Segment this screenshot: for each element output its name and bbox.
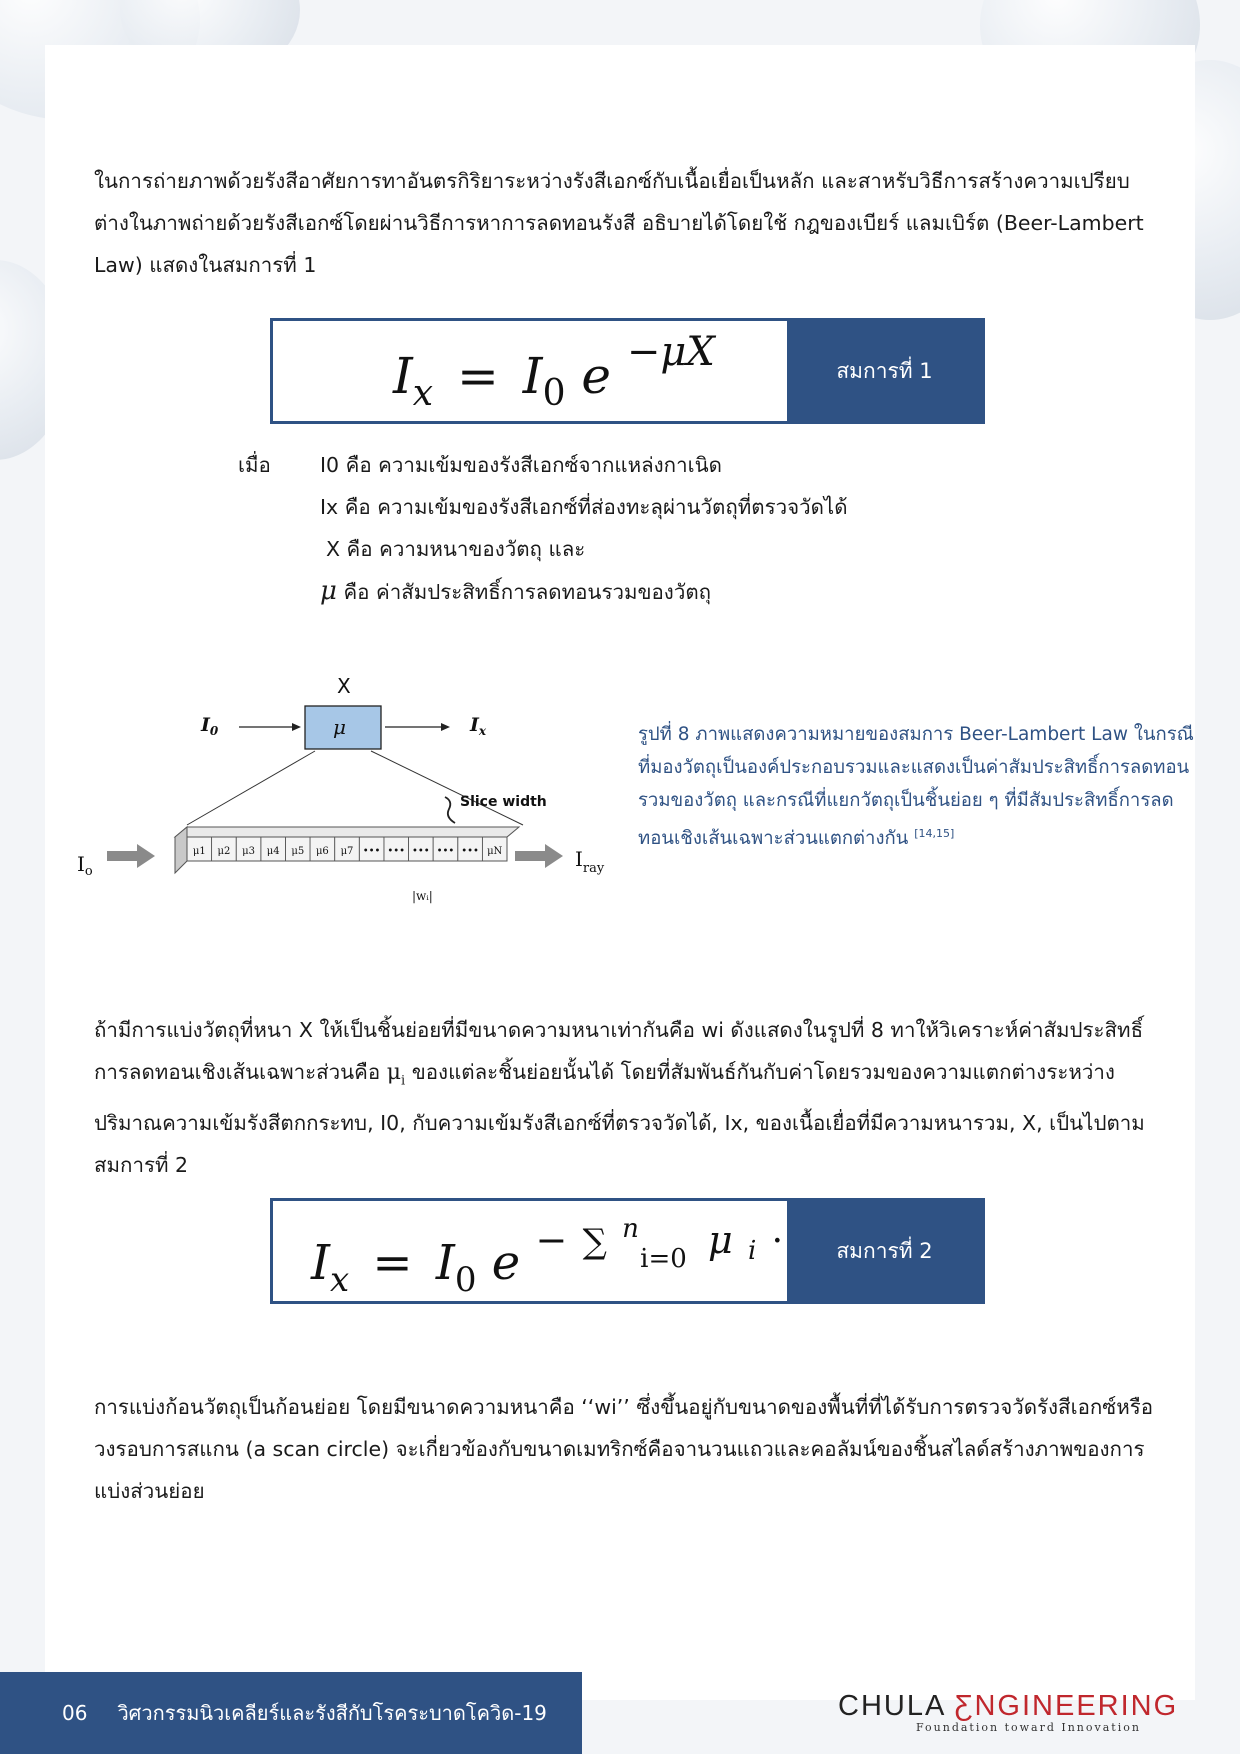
equation-2-label: สมการที่ 2 bbox=[787, 1201, 982, 1301]
paragraph-slices-part1: ถ้ามีการแบ่งวัตถุที่หนา X ให้เป็นชิ้นย่อยที่มีขนาดความหนาเท่ากันคือ wi ดังแสดงในรูปที่ 8 ทาให้วิเคราะห์ค่าสัมประสิทธิ์การลดทอนเชิงเส้นเฉพาะส่วนคือ bbox=[94, 1018, 1144, 1084]
definition-i0: I0 คือ ความเข้มของรังสีเอกซ์จากแหล่งกาเนิด bbox=[320, 453, 722, 477]
figure-bottom-iray-label: $I_{ray}$ bbox=[575, 847, 605, 876]
definition-ix: Ix คือ ความเข้มของรังสีเอกซ์ที่ส่องทะลุผ่านวัตถุที่ตรวจวัดได้ bbox=[320, 495, 848, 519]
slice-cell-label: μN bbox=[487, 846, 503, 857]
svg-text:Ix = I0 e: $I_x$ = $I_0$ e − ∑ $^n$ i=0 $^\mu$ i · bbox=[311, 1214, 784, 1300]
figure-slab-top-face bbox=[175, 827, 519, 837]
slice-cell-label: μ4 bbox=[266, 846, 280, 857]
figure-top-i0-label: $I_0$ bbox=[201, 714, 219, 738]
equation-2-box bbox=[270, 1198, 985, 1304]
slice-cell-label: ••• bbox=[461, 846, 479, 857]
figure-top-transmitted-arrowhead bbox=[441, 723, 450, 731]
chula-engineering-logo: CHULA ƸNGINEERING Foundation toward Innovation bbox=[838, 1690, 1179, 1734]
slice-cell-label: ••• bbox=[362, 846, 381, 857]
footer-bar bbox=[0, 1672, 582, 1754]
equation-2-formula bbox=[273, 1201, 793, 1301]
figure-slab-side-face bbox=[175, 827, 187, 873]
figure-8-caption bbox=[638, 718, 1198, 855]
footer-title: วิศวกรรมนิวเคลียร์และรังสีกับโรคระบาดโควิด-19 bbox=[117, 1701, 547, 1725]
figure-slice-width-brace bbox=[445, 797, 455, 823]
figure-bottom-transmitted-arrow bbox=[515, 844, 563, 868]
figure-top-incident-arrowhead bbox=[292, 723, 301, 731]
slice-cell-label: ••• bbox=[436, 846, 455, 857]
slice-cell-label: μ1 bbox=[192, 846, 206, 857]
equation-1-box bbox=[270, 318, 985, 424]
definitions-when-label: เมื่อ bbox=[238, 453, 271, 477]
figure-bottom-i0-label: $I_o$ bbox=[77, 852, 93, 879]
figure-caption-text: รูปที่ 8 ภาพแสดงความหมายของสมการ Beer-Lambert Law ในกรณีที่มองวัตถุเป็นองค์ประกอบรวมและแสดงเป็นค่าสัมประสิทธิ์การลดทอนรวมของวัตถุ และกรณีที่แยกวัตถุเป็นชิ้นย่อย ๆ ที่มีสัมประสิทธิ์การลดทอนเชิงเส้นเฉพาะส่วนแตกต่างกัน bbox=[638, 724, 1194, 850]
figure-top-ix-label: $I_x$ bbox=[470, 714, 487, 738]
slice-cell-label: μ7 bbox=[340, 846, 354, 857]
figure-bottom-incident-arrow bbox=[107, 844, 155, 868]
equation-1-label: สมการที่ 1 bbox=[787, 321, 982, 421]
paragraph-slices-part2: ของแต่ละชิ้นย่อยนั้นได้ โดยที่สัมพันธ์กันกับค่าโดยรวมของความแตกต่างระหว่างปริมาณความเข้มรังสีตกกระทบ, I0, กับความเข้มรังสีเอกซ์ที่ตรวจวัดได้, Ix, ของเนื้อเยื่อที่มีความหนารวม, X, เป็นไปตามสมการที่ 2 bbox=[94, 1060, 1145, 1178]
definition-x: X คือ ความหนาของวัตถุ และ bbox=[326, 537, 586, 561]
slice-cell-label: μ2 bbox=[217, 846, 231, 857]
paragraph-slices bbox=[94, 1009, 1164, 1186]
definition-mu: คือ ค่าสัมประสิทธิ์การลดทอนรวมของวัตถุ bbox=[343, 580, 712, 604]
slice-cell-label: μ3 bbox=[242, 846, 255, 857]
figure-slice-width-label: Slice width bbox=[460, 794, 547, 810]
paragraph-subdivision: การแบ่งก้อนวัตถุเป็นก้อนย่อย โดยมีขนาดความหนาคือ ‘‘wi’’ ซึ่งขึ้นอยู่กับขนาดของพื้นที่ที่ได้รับการตรวจวัดรังสีเอกซ์หรือวงรอบการสแกน (a scan circle) จะเกี่ยวข้องกับขนาดเมทริกซ์คือจานวนแถวและคอลัมน์ของชิ้นสไลด์สร้างภาพของการแบ่งส่วนย่อย bbox=[94, 1395, 1154, 1503]
slice-cell-label: μ6 bbox=[315, 846, 329, 857]
figure-wi-label: |wᵢ| bbox=[412, 889, 433, 903]
figure-caption-reference: [14,15] bbox=[914, 827, 955, 840]
figure-top-x-label: X bbox=[337, 674, 351, 698]
equation-1-formula bbox=[273, 321, 793, 421]
figure-8-diagram bbox=[75, 665, 655, 925]
slice-cell-label: ••• bbox=[411, 846, 430, 857]
page-number: 06 bbox=[62, 1701, 88, 1725]
paragraph-intro: ในการถ่ายภาพด้วยรังสีอาศัยการทาอันตรกิริยาระหว่างรังสีเอกซ์กับเนื้อเยื่อเป็นหลัก และสาหรับวิธีการสร้างความเปรียบต่างในภาพถ่ายด้วยรังสีเอกซ์โดยผ่านวิธีการหาการลดทอนรังสี อธิบายได้โดยใช้ กฎของเบียร์ แลมเบิร์ต (Beer-Lambert Law) แสดงในสมการที่ 1 bbox=[94, 169, 1144, 277]
mu-symbol: μ bbox=[320, 576, 337, 606]
slice-cell-label: ••• bbox=[387, 846, 406, 857]
svg-text:Ix = I0 e: $I_x$ = $I_0$ e $^{-\mu X}$ bbox=[393, 329, 715, 414]
figure-expansion-line-left bbox=[187, 751, 315, 825]
figure-top-mu-label: μ bbox=[333, 715, 346, 739]
slice-cell-label: μ5 bbox=[291, 846, 305, 857]
inline-mu-i: $\mu_i$ bbox=[386, 1060, 406, 1089]
